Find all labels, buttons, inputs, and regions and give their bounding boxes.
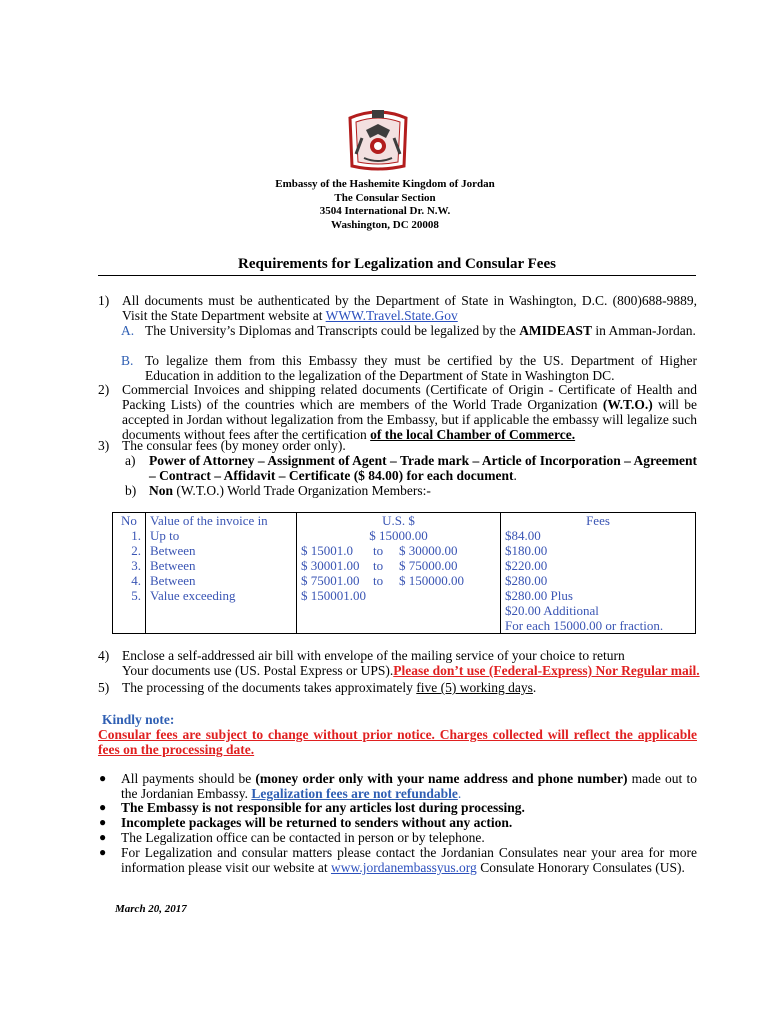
bullet-payments-bold: (money order only with your name address and phone number) bbox=[255, 771, 628, 786]
bullet-dot: ● bbox=[99, 830, 107, 844]
row-from: $ 30001.00 bbox=[301, 558, 360, 573]
bullet-not-responsible: The Embassy is not responsible for any articles lost during processing. bbox=[121, 800, 525, 815]
row-fee-line: For each 15000.00 or fraction. bbox=[505, 618, 664, 633]
item-3-number: 3) bbox=[98, 438, 110, 453]
row-range bbox=[297, 543, 501, 558]
row-value: Between bbox=[146, 558, 297, 573]
bullet-dot: ● bbox=[99, 815, 107, 829]
header-line-1: Embassy of the Hashemite Kingdom of Jordan bbox=[275, 178, 495, 190]
wto-label: (W.T.O.) bbox=[602, 397, 653, 412]
bullet-website-a: For Legalization and consular matters please contact the Jordanian Consulates near your area for more information please visit our website at bbox=[121, 845, 697, 875]
item-3a-tail: . bbox=[513, 468, 517, 483]
header-no: No bbox=[113, 513, 146, 529]
item-3-text: The consular fees (by money order only). bbox=[122, 438, 346, 453]
item-1-text-a: All documents must be authenticated by the Department of State in Washington, D.C. (800)688-9889, Visit the State Department website at bbox=[122, 293, 697, 323]
row-no: 2. bbox=[113, 543, 146, 558]
bullet-incomplete: Incomplete packages will be returned to senders without any action. bbox=[121, 815, 513, 830]
bullet-dot: ● bbox=[99, 771, 107, 785]
row-range bbox=[297, 573, 501, 588]
chamber-of-commerce-label: of the local Chamber of Commerce. bbox=[370, 427, 576, 442]
header-fees: Fees bbox=[501, 513, 696, 529]
table-row bbox=[113, 573, 696, 588]
item-5-text bbox=[122, 680, 697, 695]
row-range bbox=[297, 558, 501, 573]
document-date: March 20, 2017 bbox=[115, 903, 187, 915]
kindly-note-text: Consular fees are subject to change without prior notice. Charges collected will reflect the applicable fees on the processing date. bbox=[98, 727, 697, 757]
item-2-text-a: Commercial Invoices and shipping related documents (Certificate of Origin - Certificate of Health and Packing Lists) of the countries which are members of the World Trade Organization bbox=[122, 382, 697, 412]
row-fee-multi bbox=[501, 588, 696, 634]
row-fee: $84.00 bbox=[501, 528, 696, 543]
bullet-payments-c: . bbox=[457, 786, 462, 801]
row-value: Value exceeding bbox=[146, 588, 297, 634]
bullet-dot: ● bbox=[99, 845, 107, 859]
bullet-dot: ● bbox=[99, 800, 107, 814]
no-fedex-warning: Please don’t use (Federal-Express) Nor Regular mail. bbox=[393, 663, 700, 678]
item-2-text bbox=[122, 382, 697, 442]
bullet-contact: The Legalization office can be contacted in person or by telephone. bbox=[121, 830, 485, 845]
bullet-website bbox=[121, 845, 697, 875]
item-5-text-b: . bbox=[532, 680, 537, 695]
amideast-label: AMIDEAST bbox=[519, 323, 592, 338]
item-1b-text: To legalize them from this Embassy they must be certified by the US. Department of Higher Education in addition to the legalization of the Department of State in Washington DC. bbox=[145, 353, 697, 383]
item-1a-text-b: in Amman-Jordan. bbox=[591, 323, 696, 338]
row-no: 5. bbox=[113, 588, 146, 634]
item-4-line-2 bbox=[122, 663, 722, 678]
header-line-4: Washington, DC 20008 bbox=[331, 218, 439, 231]
row-to-word: to bbox=[373, 543, 384, 558]
item-1b-letter: B. bbox=[121, 353, 134, 368]
table-row bbox=[113, 588, 696, 634]
embassy-website-link[interactable]: www.jordanembassyus.org bbox=[330, 860, 477, 875]
state-dept-link[interactable]: WWW.Travel.State.Gov bbox=[325, 308, 458, 323]
item-5-text-a: The processing of the documents takes approximately bbox=[122, 680, 417, 695]
item-3b-tail: (W.T.O.) World Trade Organization Members:- bbox=[173, 483, 431, 498]
row-to: $ 30000.00 bbox=[399, 543, 458, 558]
kindly-note-heading: Kindly note: bbox=[102, 712, 175, 727]
item-1a-letter: A. bbox=[121, 323, 135, 338]
non-refundable-notice: Legalization fees are not refundable bbox=[251, 786, 458, 801]
item-2-text-b: will be accepted in Jordan without legalization from the Embassy, but if applicable the embassy will legalize such documents without fees after the certification bbox=[122, 397, 698, 442]
page-title: Requirements for Legalization and Consular Fees bbox=[98, 256, 696, 276]
row-value: Between bbox=[146, 573, 297, 588]
row-value: Between bbox=[146, 543, 297, 558]
table-header-row bbox=[113, 513, 696, 529]
row-to: $ 75000.00 bbox=[399, 558, 458, 573]
row-no: 1. bbox=[113, 528, 146, 543]
row-no: 4. bbox=[113, 573, 146, 588]
table-row bbox=[113, 558, 696, 573]
table-row bbox=[113, 543, 696, 558]
bullet-payments bbox=[121, 771, 697, 801]
row-fee-line: $20.00 Additional bbox=[505, 603, 599, 618]
row-fee: $220.00 bbox=[501, 558, 696, 573]
header-value: Value of the invoice in bbox=[146, 513, 297, 529]
header-line-3: 3504 International Dr. N.W. bbox=[319, 205, 451, 217]
embassy-address-header bbox=[0, 178, 770, 232]
row-no: 3. bbox=[113, 558, 146, 573]
row-from: $ 75001.00 bbox=[301, 573, 360, 588]
item-1a-text bbox=[145, 323, 697, 338]
item-4-text-b: Your documents use (US. Postal Express or UPS). bbox=[122, 663, 394, 678]
item-4-number: 4) bbox=[98, 648, 110, 663]
item-3b-text bbox=[149, 483, 697, 498]
fees-table bbox=[112, 512, 696, 634]
row-fee-line: $280.00 Plus bbox=[505, 588, 573, 603]
non-label: Non bbox=[149, 483, 174, 498]
item-3a-letter: a) bbox=[125, 453, 136, 468]
header-line-2: The Consular Section bbox=[334, 191, 436, 204]
row-fee: $280.00 bbox=[501, 573, 696, 588]
item-1-text bbox=[122, 293, 697, 323]
processing-time: five (5) working days bbox=[416, 680, 533, 695]
row-fee: $180.00 bbox=[501, 543, 696, 558]
bullet-payments-b: made out to the Jordanian Embassy. bbox=[121, 771, 697, 801]
item-5-number: 5) bbox=[98, 680, 110, 695]
header-usd: U.S. $ bbox=[297, 513, 501, 529]
jordan-coat-of-arms-icon bbox=[342, 108, 414, 174]
table-row bbox=[113, 528, 696, 543]
row-from: $ 15001.0 bbox=[301, 543, 353, 558]
bullet-payments-a: All payments should be bbox=[121, 771, 256, 786]
row-to-word: to bbox=[373, 573, 384, 588]
item-4-text bbox=[122, 648, 722, 678]
row-to: $ 150000.00 bbox=[399, 573, 464, 588]
row-value: Up to bbox=[146, 528, 297, 543]
item-1-number: 1) bbox=[98, 293, 110, 308]
row-from: $ 15000.00 bbox=[297, 528, 501, 543]
item-4-line-1: Enclose a self-addressed air bill with envelope of the mailing service of your choice to return bbox=[122, 648, 625, 663]
item-3a-text bbox=[149, 453, 697, 483]
row-to-word: to bbox=[373, 558, 384, 573]
bullet-website-b: Consulate Honorary Consulates (US). bbox=[476, 860, 685, 875]
row-from: $ 150001.00 bbox=[297, 588, 501, 634]
item-3b-letter: b) bbox=[125, 483, 137, 498]
item-1a-text-a: The University’s Diplomas and Transcripts could be legalized by the bbox=[145, 323, 520, 338]
item-2-number: 2) bbox=[98, 382, 110, 397]
item-3a-bold: Power of Attorney – Assignment of Agent – Trade mark – Article of Incorporation – Agreement – Contract – Affidavit – Certificate ($ 84.00) for each document bbox=[149, 453, 697, 483]
